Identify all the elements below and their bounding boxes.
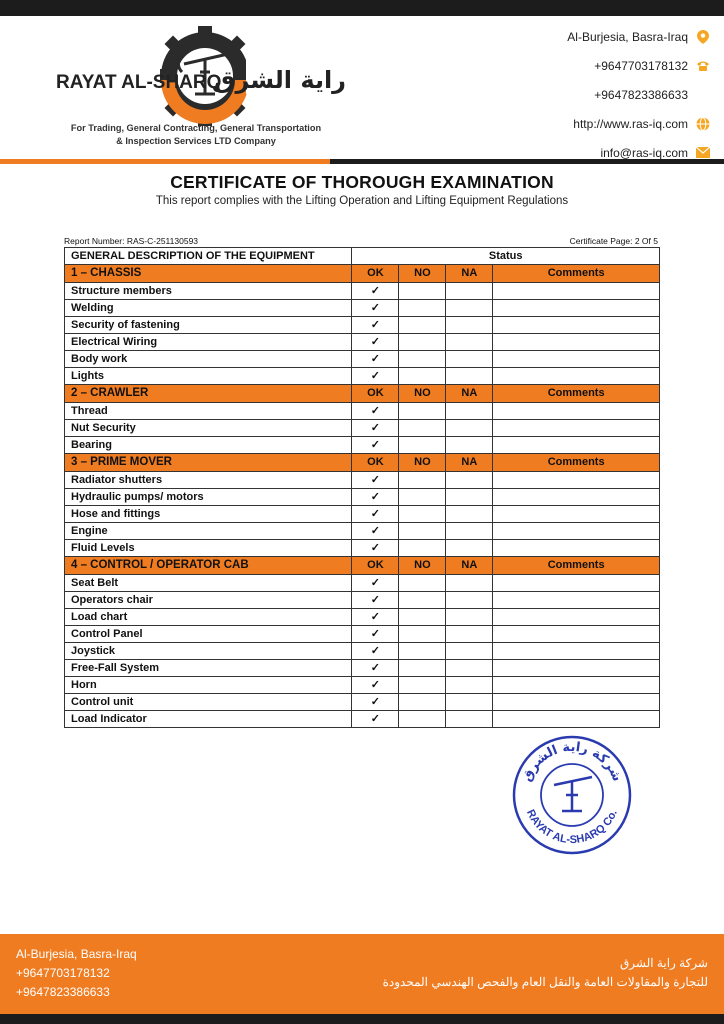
contact-block <box>480 22 710 167</box>
column-comments-label: Comments <box>493 265 660 283</box>
status-na-cell <box>446 472 493 489</box>
comments-cell <box>493 506 660 523</box>
column-comments-label: Comments <box>493 557 660 575</box>
email-link[interactable]: info@ras-iq.com <box>600 145 688 160</box>
bottom-bar <box>0 1014 724 1024</box>
item-name: Hose and fittings <box>65 506 352 523</box>
status-no-cell <box>399 368 446 385</box>
contact-phone-2 <box>480 80 710 109</box>
section-header-row <box>65 385 660 403</box>
svg-text:RAYAT AL-SHARQ Co. <box>524 808 620 846</box>
status-na-cell <box>446 711 493 728</box>
item-name: Free-Fall System <box>65 660 352 677</box>
status-ok-check: ✓ <box>352 660 399 677</box>
status-na-cell <box>446 368 493 385</box>
table-row <box>65 472 660 489</box>
logo-name-ar: راية الشرق <box>213 66 346 94</box>
status-na-cell <box>446 677 493 694</box>
status-na-cell <box>446 660 493 677</box>
table-row <box>65 592 660 609</box>
status-na-cell <box>446 351 493 368</box>
footer-ar-line2: للتجارة والمقاولات العامة والنقل العام والفحص الهندسي المحدودة <box>382 975 708 989</box>
status-na-cell <box>446 317 493 334</box>
item-name: Welding <box>65 300 352 317</box>
table-row <box>65 540 660 557</box>
status-na-cell <box>446 609 493 626</box>
status-no-cell <box>399 677 446 694</box>
status-ok-check: ✓ <box>352 540 399 557</box>
status-ok-check: ✓ <box>352 420 399 437</box>
company-description-line2: & Inspection Services LTD Company <box>116 136 276 146</box>
contact-phone-1 <box>480 51 710 80</box>
status-no-cell <box>399 472 446 489</box>
status-na-cell <box>446 403 493 420</box>
comments-cell <box>493 575 660 592</box>
footer-contact <box>16 945 137 1002</box>
table-row <box>65 489 660 506</box>
status-no-cell <box>399 506 446 523</box>
status-no-cell <box>399 317 446 334</box>
comments-cell <box>493 472 660 489</box>
status-no-cell <box>399 437 446 454</box>
table-row <box>65 643 660 660</box>
table-row <box>65 437 660 454</box>
company-logo <box>40 24 350 136</box>
item-name: Structure members <box>65 283 352 300</box>
column-no-label: NO <box>399 454 446 472</box>
header-divider <box>0 159 724 164</box>
phone2-text: +9647823386633 <box>594 87 688 102</box>
company-stamp <box>510 733 634 857</box>
certificate-page: Certificate Page: 2 Of 5 <box>569 236 658 246</box>
status-na-cell <box>446 506 493 523</box>
status-ok-check: ✓ <box>352 403 399 420</box>
status-na-cell <box>446 489 493 506</box>
examination-table <box>64 247 660 728</box>
item-name: Control unit <box>65 694 352 711</box>
phone-icon <box>696 59 710 73</box>
stamp-oil-pump-icon <box>554 777 592 811</box>
status-ok-check: ✓ <box>352 711 399 728</box>
status-no-cell <box>399 351 446 368</box>
status-ok-check: ✓ <box>352 368 399 385</box>
section-title: 3 – PRIME MOVER <box>65 454 352 472</box>
item-name: Control Panel <box>65 626 352 643</box>
address-text: Al-Burjesia, Basra-Iraq <box>567 29 688 44</box>
company-description-line1: For Trading, General Contracting, General Transportation <box>70 123 322 133</box>
section-header-row <box>65 265 660 283</box>
status-na-cell <box>446 420 493 437</box>
column-ok-label: OK <box>352 454 399 472</box>
comments-cell <box>493 368 660 385</box>
status-na-cell <box>446 300 493 317</box>
globe-icon <box>696 117 710 131</box>
status-ok-check: ✓ <box>352 334 399 351</box>
footer-arabic <box>383 954 708 992</box>
item-name: Thread <box>65 403 352 420</box>
header-description: GENERAL DESCRIPTION OF THE EQUIPMENT <box>65 248 352 265</box>
column-comments-label: Comments <box>493 385 660 403</box>
status-no-cell <box>399 626 446 643</box>
status-na-cell <box>446 334 493 351</box>
status-ok-check: ✓ <box>352 472 399 489</box>
column-no-label: NO <box>399 385 446 403</box>
comments-cell <box>493 437 660 454</box>
comments-cell <box>493 660 660 677</box>
status-na-cell <box>446 283 493 300</box>
section-header-row <box>65 557 660 575</box>
status-ok-check: ✓ <box>352 489 399 506</box>
table-row <box>65 506 660 523</box>
item-name: Radiator shutters <box>65 472 352 489</box>
comments-cell <box>493 489 660 506</box>
status-ok-check: ✓ <box>352 575 399 592</box>
status-no-cell <box>399 711 446 728</box>
column-na-label: NA <box>446 265 493 283</box>
svg-text:شركة راية الشرق <box>519 740 624 784</box>
column-na-label: NA <box>446 385 493 403</box>
table-row <box>65 300 660 317</box>
status-no-cell <box>399 592 446 609</box>
comments-cell <box>493 540 660 557</box>
contact-website[interactable] <box>480 109 710 138</box>
table-row <box>65 711 660 728</box>
status-ok-check: ✓ <box>352 643 399 660</box>
document-title: CERTIFICATE OF THOROUGH EXAMINATION <box>170 172 554 192</box>
stamp-text-ar: شركة راية الشرق <box>519 739 625 784</box>
status-no-cell <box>399 403 446 420</box>
column-no-label: NO <box>399 265 446 283</box>
section-title: 1 – CHASSIS <box>65 265 352 283</box>
table-row <box>65 677 660 694</box>
stamp-text-en: RAYAT AL-SHARQ Co. <box>524 807 620 847</box>
item-name: Nut Security <box>65 420 352 437</box>
status-na-cell <box>446 540 493 557</box>
comments-cell <box>493 334 660 351</box>
status-ok-check: ✓ <box>352 694 399 711</box>
table-row <box>65 403 660 420</box>
status-no-cell <box>399 660 446 677</box>
logo-name-en: RAYAT AL-SHARQ <box>56 72 222 93</box>
item-name: Bearing <box>65 437 352 454</box>
company-description <box>46 122 346 148</box>
column-ok-label: OK <box>352 265 399 283</box>
status-ok-check: ✓ <box>352 609 399 626</box>
comments-cell <box>493 523 660 540</box>
status-na-cell <box>446 626 493 643</box>
status-no-cell <box>399 489 446 506</box>
report-number: Report Number: RAS-C-251130593 <box>64 236 199 246</box>
document-subtitle: This report complies with the Lifting Operation and Lifting Equipment Regulations <box>155 195 569 207</box>
status-no-cell <box>399 334 446 351</box>
status-no-cell <box>399 523 446 540</box>
status-no-cell <box>399 694 446 711</box>
item-name: Operators chair <box>65 592 352 609</box>
status-ok-check: ✓ <box>352 677 399 694</box>
status-no-cell <box>399 643 446 660</box>
comments-cell <box>493 317 660 334</box>
item-name: Security of fastening <box>65 317 352 334</box>
item-name: Load chart <box>65 609 352 626</box>
section-title: 2 – CRAWLER <box>65 385 352 403</box>
item-name: Fluid Levels <box>65 540 352 557</box>
status-ok-check: ✓ <box>352 523 399 540</box>
top-bar <box>0 0 724 16</box>
location-pin-icon <box>696 30 710 44</box>
status-na-cell <box>446 523 493 540</box>
comments-cell <box>493 300 660 317</box>
footer-address: Al-Burjesia, Basra-Iraq <box>16 947 137 961</box>
column-no-label: NO <box>399 557 446 575</box>
comments-cell <box>493 403 660 420</box>
status-na-cell <box>446 643 493 660</box>
table-header-row <box>65 248 660 265</box>
status-ok-check: ✓ <box>352 351 399 368</box>
comments-cell <box>493 677 660 694</box>
section-title: 4 – CONTROL / OPERATOR CAB <box>65 557 352 575</box>
status-na-cell <box>446 437 493 454</box>
table-row <box>65 368 660 385</box>
item-name: Lights <box>65 368 352 385</box>
status-no-cell <box>399 540 446 557</box>
table-row <box>65 334 660 351</box>
footer-ar-line1: شركة راية الشرق <box>619 956 708 970</box>
status-no-cell <box>399 283 446 300</box>
comments-cell <box>493 420 660 437</box>
status-ok-check: ✓ <box>352 283 399 300</box>
status-no-cell <box>399 575 446 592</box>
comments-cell <box>493 694 660 711</box>
status-na-cell <box>446 575 493 592</box>
comments-cell <box>493 626 660 643</box>
item-name: Seat Belt <box>65 575 352 592</box>
column-na-label: NA <box>446 557 493 575</box>
status-no-cell <box>399 420 446 437</box>
status-na-cell <box>446 592 493 609</box>
website-link[interactable]: http://www.ras-iq.com <box>573 116 688 131</box>
status-ok-check: ✓ <box>352 300 399 317</box>
table-row <box>65 351 660 368</box>
item-name: Hydraulic pumps/ motors <box>65 489 352 506</box>
section-header-row <box>65 454 660 472</box>
contact-address <box>480 22 710 51</box>
table-row <box>65 523 660 540</box>
table-row <box>65 660 660 677</box>
table-row <box>65 575 660 592</box>
column-ok-label: OK <box>352 557 399 575</box>
column-comments-label: Comments <box>493 454 660 472</box>
envelope-icon <box>696 146 710 160</box>
table-row <box>65 694 660 711</box>
item-name: Load Indicator <box>65 711 352 728</box>
footer-phone-1: +9647703178132 <box>16 966 110 980</box>
table-row <box>65 420 660 437</box>
status-ok-check: ✓ <box>352 317 399 334</box>
footer-phone-2: +9647823386633 <box>16 985 110 999</box>
item-name: Body work <box>65 351 352 368</box>
table-row <box>65 626 660 643</box>
status-ok-check: ✓ <box>352 437 399 454</box>
column-ok-label: OK <box>352 385 399 403</box>
comments-cell <box>493 283 660 300</box>
status-ok-check: ✓ <box>352 592 399 609</box>
status-na-cell <box>446 694 493 711</box>
item-name: Electrical Wiring <box>65 334 352 351</box>
column-na-label: NA <box>446 454 493 472</box>
item-name: Horn <box>65 677 352 694</box>
comments-cell <box>493 711 660 728</box>
comments-cell <box>493 643 660 660</box>
comments-cell <box>493 609 660 626</box>
status-no-cell <box>399 609 446 626</box>
footer <box>0 934 724 1024</box>
status-ok-check: ✓ <box>352 626 399 643</box>
table-row <box>65 283 660 300</box>
comments-cell <box>493 351 660 368</box>
status-ok-check: ✓ <box>352 506 399 523</box>
item-name: Engine <box>65 523 352 540</box>
table-row <box>65 609 660 626</box>
table-row <box>65 317 660 334</box>
header-status: Status <box>352 248 660 265</box>
status-no-cell <box>399 300 446 317</box>
phone1-text: +9647703178132 <box>594 58 688 73</box>
item-name: Joystick <box>65 643 352 660</box>
comments-cell <box>493 592 660 609</box>
